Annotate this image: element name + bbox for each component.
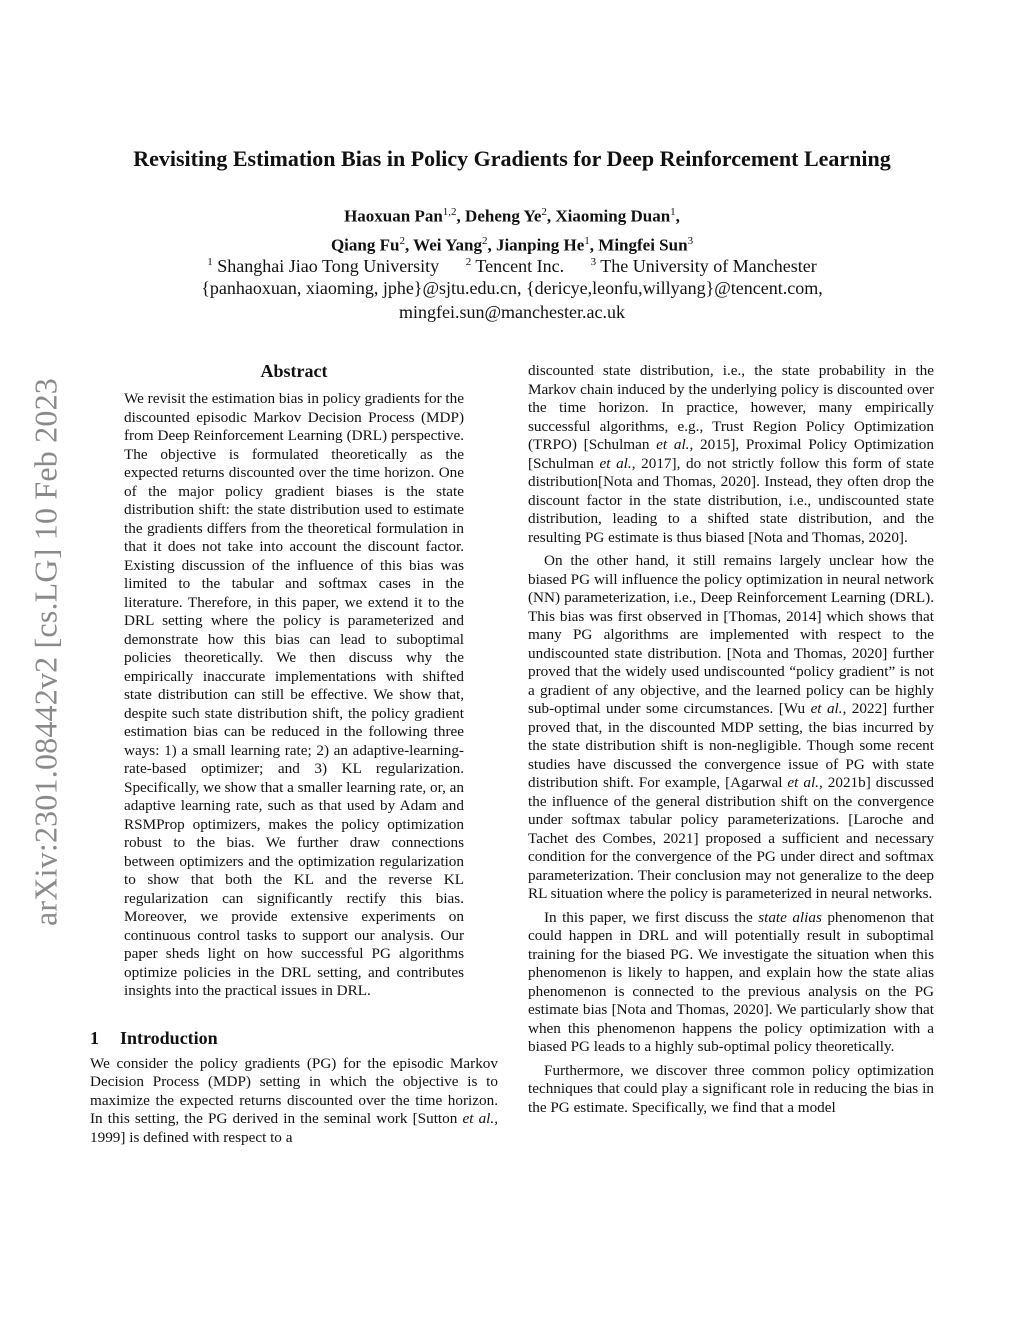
author-name: Jianping He [495,235,585,255]
text-run: On the other hand, it still remains largely unclear how the biased PG will influence the policy optimization in neural network (NN) parameterization, i.e., Deep Reinforcement Learning (DRL). This bias was first observed in [Thomas, 2014] which shows that many PG algorithms are implemented with respect to the undiscounted state distribution. [Nota and Thomas, 2020] further proved that the widely used undiscounted “policy gradient” is not a gradient of any objective, and the learned policy can be highly sub-optimal under some circumstances. [Wu [528,552,934,717]
affil-sup: 2 [465,256,472,268]
text-run: , 2022] further proved that, in the discounted MDP setting, the bias incurred by the state distribution shift is non-negligible. Though some recent studies have discussed the convergence issue of PG with state distribution shift. For example, [Agarwal [528,700,934,791]
author-affil-sup: 2 [399,234,405,247]
affil-sup: 3 [590,256,597,268]
affiliation-name: The University of Manchester [600,256,817,276]
emphasis: et al. [599,454,632,472]
emphasis: et al. [787,774,819,791]
emphasis: state alias [758,908,822,926]
text-run: discounted state distribution, i.e., the state probability in the Markov chain induced by the underlying policy is discounted over the time horizon. In practice, however, many empirically successful algorithms, e.g., Trust Region Policy Optimization (TRPO) [Schulman [528,362,934,453]
author-list [60,200,964,257]
abstract-text: We revisit the estimation bias in policy gradients for the discounted episodic Markov Decision Process (MDP) from Deep Reinforcement Learning (DRL) perspective. The objective is formulated theoretically as the expected returns discounted over the time horizon. One of the major policy gradient biases is the state distribution shift: the state distribution used to estimate the gradients differs from the theoretical formulation in that it does not take into account the discount factor. Existing discussion of the influence of this bias was limited to the tabular and softmax cases in the literature. Therefore, in this paper, we extend it to the DRL setting where the policy is parameterized and demonstrate how this bias can lead to suboptimal policies theoretically. We then discuss why the empirically inaccurate implementations with shifted state distribution can still be effective. We show that, despite such state distribution shift, the policy gradient estimation bias can be reduced in the following three ways: 1) a small learning rate; 2) an adaptive-learning-rate-based optimizer; and 3) KL regularization. Specifically, we show that a smaller learning rate, or, an adaptive learning rate, such as that used by Adam and RSMProp optimizers, makes the policy optimization robust to the bias. We further draw connections between optimizers and the optimization regularization to show that both the KL and the reverse KL regularization can significantly rectify this bias. Moreover, we provide extensive experiments on continuous control tasks to support our analysis. Our paper sheds light on how successful PG algorithms optimize policies in the DRL setting, and contributes insights into the practical issues in DRL. [124,390,464,999]
body-paragraph [528,552,934,904]
section-title: Introduction [120,1027,218,1048]
author-affil-sup: 1 [584,234,590,247]
affil-sup: 1 [207,256,213,268]
abstract-heading: Abstract [260,361,328,381]
arxiv-identifier: arXiv:2301.08442v2 [cs.LG] 10 Feb 2023 [27,378,64,926]
emphasis: et al. [656,436,690,453]
author-affil-sup: 2 [481,234,488,247]
author-name: Haoxuan Pan [344,206,443,226]
author-emails [60,276,964,324]
body-paragraph [528,909,934,1057]
text-run: In this paper, we first discuss the [544,908,759,926]
author-line-1: Haoxuan Pan$^{1,2}$, Deheng Ye$^2$, Xiaoming Duan$^1$, [344,206,680,226]
text-run: , 2017], do not strictly follow this form of state distribution[Nota and Thomas, 2020]. Instead, they often drop the discount factor in the state distribution, i.e., undiscounted state distribution, leading to a shifted state distribution, and the resulting PG estimate is thus biased [Nota and Thomas, 2020]. [528,454,934,546]
text-run: , 2021b] discussed the influence of the general distribution shift on the convergence under softmax tabular policy parameterizations. [Laroche and Tachet des Combes, 2021] proposed a sufficient and necessary condition for the convergence of the PG under direct and softmax parameterization. Their conclusion may not generalize to the deep RL situation where the policy is parameterized in neural networks. [528,774,934,902]
author-name: Qiang Fu [330,235,400,255]
email-line: mingfei.sun@manchester.ac.uk [398,302,625,322]
author-name: Xiaoming Duan [555,206,671,226]
emphasis: et al. [810,700,843,717]
text-run: , 1999] is defined with respect to a [90,1110,498,1146]
text-run: , 2015], Proximal Policy Optimization [Schulman [528,436,934,472]
author-name: Deheng Ye [465,206,542,226]
paper-title: Revisiting Estimation Bias in Policy Gradients for Deep Reinforcement Learning [133,146,891,171]
author-line-2: Qiang Fu$^2$, Wei Yang$^2$, Jianping He$^1$, Mingfei Sun$^3$ [330,234,694,255]
emphasis: et al. [462,1110,495,1127]
right-column [528,362,934,1117]
author-affil-sup: 3 [687,234,694,247]
author-affil-sup: 1 [670,206,676,218]
text-run: We consider the policy gradients (PG) for the episodic Markov Decision Process (MDP) setting in which the objective is to maximize the expected returns discounted over the time horizon. In this setting, the PG derived in the seminal work [Sutton [90,1054,498,1127]
author-name: Mingfei Sun [598,235,688,255]
affiliation-name: Shanghai Jiao Tong University [217,256,440,276]
intro-paragraph [90,1055,498,1148]
section-heading [90,1027,498,1049]
section-number: 1 [90,1027,99,1048]
body-paragraph: Furthermore, we discover three common policy optimization techniques that could play a significant role in reducing the bias in the PG estimate. Specifically, we find that a model [528,1061,934,1116]
affiliations [60,250,964,278]
author-affil-sup: 1,2 [442,206,457,218]
left-column [90,360,498,1147]
body-paragraph [528,362,934,547]
author-affil-sup: 2 [541,206,547,218]
affiliation-name: Tencent Inc. [475,256,565,276]
text-run: phenomenon that could happen in DRL and will potentially result in suboptimal training for the biased PG. We investigate the situation when this phenomenon is likely to happen, and explain how the state alias phenomenon is connected to the previous analysis on the PG estimate bias [Nota and Thomas, 2020]. We particularly show that when this phenomenon happens the policy optimization with a biased PG leads to a highly sub-optimal policy theoretically. [528,908,934,1055]
email-line: {panhaoxuan, xiaoming, jphe}@sjtu.edu.cn, {dericye,leonfu,willyang}@tencent.com, [201,278,823,298]
author-name: Wei Yang [413,235,482,255]
